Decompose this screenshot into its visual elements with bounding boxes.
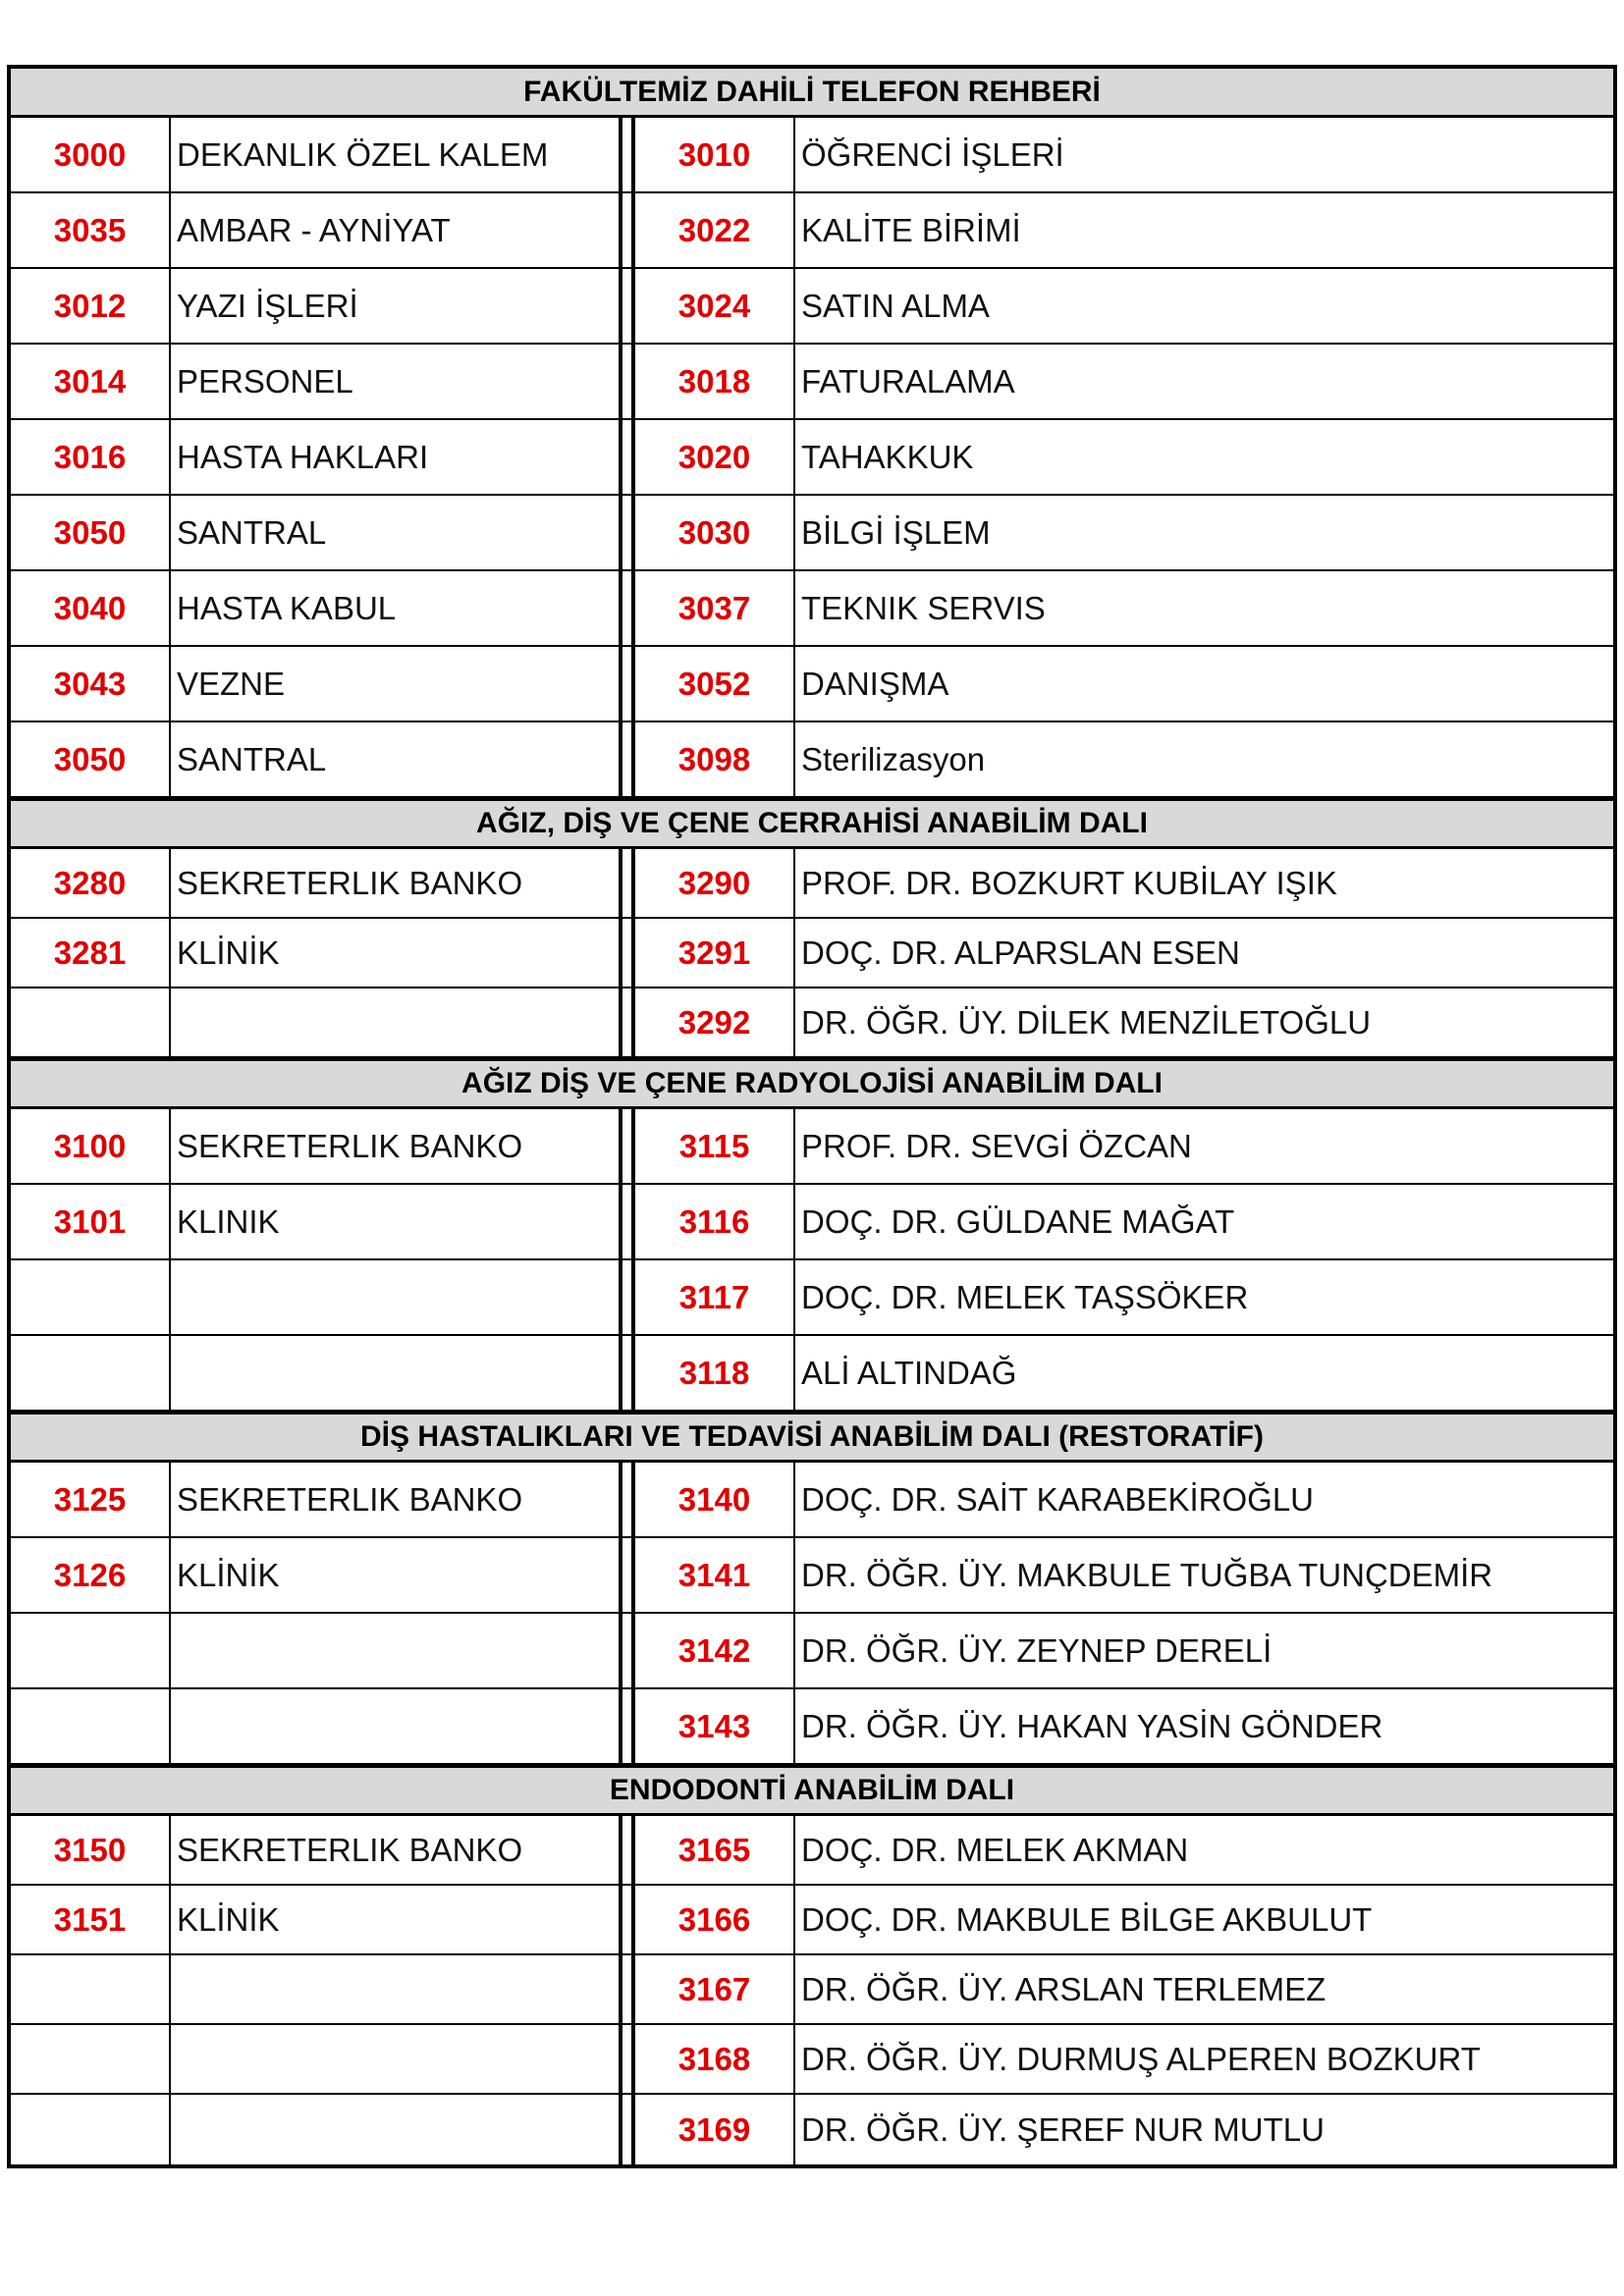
column-divider [619,1109,635,1183]
unit-name: KLİNİK [177,1556,280,1593]
column-divider [619,1336,635,1410]
staff-name: PROF. DR. SEVGİ ÖZCAN [801,1127,1192,1164]
column-divider [619,193,635,267]
column-divider [619,1614,635,1687]
unit-name: AMBAR - AYNİYAT [177,211,451,248]
extension-number: 3024 [635,269,795,343]
staff-name: DANIŞMA [801,665,949,702]
extension-number: 3052 [635,647,795,721]
staff-name: PROF. DR. BOZKURT KUBİLAY IŞIK [801,864,1337,901]
unit-name [171,2025,619,2093]
directory-row [11,1463,1613,1538]
phone-directory-table [7,65,1617,2168]
unit-name [171,1260,619,1334]
staff-name: TEKNIK SERVIS [801,589,1046,626]
unit-name [171,1689,619,1763]
directory-row [11,988,1613,1058]
directory-row [11,345,1613,420]
extension-number: 3290 [635,849,795,917]
column-divider [619,2095,635,2164]
column-divider [619,919,635,987]
column-divider [619,647,635,721]
extension-number: 3018 [635,345,795,418]
staff-name: DOÇ. DR. MAKBULE BİLGE AKBULUT [801,1900,1373,1938]
staff-name: DR. ÖĞR. ÜY. DİLEK MENZİLETOĞLU [801,1003,1372,1041]
extension-number [11,1614,171,1687]
extension-number: 3292 [635,988,795,1056]
extension-number: 3050 [11,722,171,796]
unit-name [171,1955,619,2023]
extension-number: 3010 [635,118,795,191]
extension-number [11,1336,171,1410]
extension-number [11,1689,171,1763]
directory-row [11,849,1613,919]
directory-row [11,1336,1613,1412]
extension-number: 3143 [635,1689,795,1763]
extension-number: 3168 [635,2025,795,2093]
department-header: DİŞ HASTALIKLARI VE TEDAVİSİ ANABİLİM DALI (RESTORATİF) [11,1412,1613,1463]
staff-name: Sterilizasyon [801,740,986,777]
extension-number: 3280 [11,849,171,917]
column-divider [619,849,635,917]
staff-name: DR. ÖĞR. ÜY. ZEYNEP DERELİ [801,1631,1272,1669]
extension-number [11,988,171,1056]
directory-row [11,496,1613,571]
extension-number: 3040 [11,571,171,645]
extension-number: 3098 [635,722,795,796]
directory-row [11,1185,1613,1260]
extension-number: 3165 [635,1816,795,1884]
unit-name [171,1614,619,1687]
extension-number: 3016 [11,420,171,494]
unit-name [171,1336,619,1410]
directory-sections [11,118,1613,2164]
extension-number: 3043 [11,647,171,721]
unit-name: DEKANLIK ÖZEL KALEM [177,135,549,173]
directory-row [11,1614,1613,1689]
directory-row [11,193,1613,269]
directory-title: FAKÜLTEMİZ DAHİLİ TELEFON REHBERİ [11,69,1613,118]
extension-number: 3291 [635,919,795,987]
extension-number: 3151 [11,1886,171,1953]
extension-number [11,2095,171,2164]
unit-name: KLINIK [177,1202,280,1240]
unit-name: VEZNE [177,665,286,702]
staff-name: SATIN ALMA [801,287,990,324]
extension-number: 3012 [11,269,171,343]
extension-number: 3141 [635,1538,795,1612]
unit-name: SEKRETERLIK BANKO [177,1480,523,1518]
unit-name: SEKRETERLIK BANKO [177,864,523,901]
unit-name: HASTA KABUL [177,589,397,626]
staff-name: DR. ÖĞR. ÜY. HAKAN YASİN GÖNDER [801,1707,1383,1744]
extension-number: 3169 [635,2095,795,2164]
unit-name: KLİNİK [177,934,280,971]
extension-number [11,1955,171,2023]
extension-number: 3037 [635,571,795,645]
column-divider [619,1260,635,1334]
staff-name: DOÇ. DR. GÜLDANE MAĞAT [801,1202,1235,1240]
department-header: ENDODONTİ ANABİLİM DALI [11,1765,1613,1816]
extension-number: 3150 [11,1816,171,1884]
unit-name: YAZI İŞLERİ [177,287,358,324]
column-divider [619,571,635,645]
extension-number: 3030 [635,496,795,569]
column-divider [619,1955,635,2023]
unit-name: HASTA HAKLARI [177,438,429,475]
extension-number: 3125 [11,1463,171,1536]
directory-row [11,420,1613,496]
staff-name: BİLGİ İŞLEM [801,513,991,551]
directory-row [11,919,1613,988]
column-divider [619,722,635,796]
column-divider [619,988,635,1056]
staff-name: DOÇ. DR. SAİT KARABEKİROĞLU [801,1480,1315,1518]
extension-number [11,2025,171,2093]
department-header: AĞIZ DİŞ VE ÇENE RADYOLOJİSİ ANABİLİM DALI [11,1058,1613,1109]
staff-name: FATURALAMA [801,362,1015,400]
department-header: AĞIZ, DİŞ VE ÇENE CERRAHİSİ ANABİLİM DALI [11,798,1613,849]
column-divider [619,1816,635,1884]
staff-name: DOÇ. DR. ALPARSLAN ESEN [801,934,1240,971]
column-divider [619,1538,635,1612]
column-divider [619,1689,635,1763]
staff-name: DR. ÖĞR. ÜY. DURMUŞ ALPEREN BOZKURT [801,2040,1481,2077]
directory-row [11,118,1613,193]
extension-number: 3020 [635,420,795,494]
unit-name [171,2095,619,2164]
directory-row [11,647,1613,722]
unit-name: PERSONEL [177,362,353,400]
column-divider [619,118,635,191]
extension-number: 3117 [635,1260,795,1334]
column-divider [619,269,635,343]
staff-name: DOÇ. DR. MELEK AKMAN [801,1831,1189,1868]
staff-name: DR. ÖĞR. ÜY. ARSLAN TERLEMEZ [801,1970,1326,2007]
extension-number: 3166 [635,1886,795,1953]
extension-number: 3116 [635,1185,795,1258]
directory-row [11,1538,1613,1614]
directory-row [11,269,1613,345]
staff-name: TAHAKKUK [801,438,974,475]
staff-name: DOÇ. DR. MELEK TAŞSÖKER [801,1278,1249,1315]
directory-row [11,2095,1613,2164]
staff-name: ÖĞRENCİ İŞLERİ [801,135,1064,173]
unit-name: SEKRETERLIK BANKO [177,1127,523,1164]
directory-row [11,722,1613,798]
extension-number: 3115 [635,1109,795,1183]
directory-row [11,1886,1613,1955]
directory-row [11,1816,1613,1886]
unit-name [171,988,619,1056]
column-divider [619,2025,635,2093]
extension-number: 3100 [11,1109,171,1183]
column-divider [619,496,635,569]
staff-name: ALİ ALTINDAĞ [801,1354,1017,1391]
unit-name: SANTRAL [177,740,327,777]
extension-number: 3014 [11,345,171,418]
column-divider [619,420,635,494]
staff-name: DR. ÖĞR. ÜY. MAKBULE TUĞBA TUNÇDEMİR [801,1556,1493,1593]
extension-number: 3126 [11,1538,171,1612]
directory-row [11,1260,1613,1336]
extension-number: 3167 [635,1955,795,2023]
column-divider [619,345,635,418]
extension-number: 3101 [11,1185,171,1258]
extension-number: 3142 [635,1614,795,1687]
directory-row [11,1689,1613,1765]
extension-number [11,1260,171,1334]
directory-row [11,1955,1613,2025]
extension-number: 3035 [11,193,171,267]
staff-name: KALİTE BİRİMİ [801,211,1021,248]
extension-number: 3140 [635,1463,795,1536]
extension-number: 3022 [635,193,795,267]
extension-number: 3050 [11,496,171,569]
directory-row [11,1109,1613,1185]
column-divider [619,1886,635,1953]
unit-name: SEKRETERLIK BANKO [177,1831,523,1868]
extension-number: 3000 [11,118,171,191]
directory-row [11,571,1613,647]
extension-number: 3281 [11,919,171,987]
column-divider [619,1185,635,1258]
unit-name: KLİNİK [177,1900,280,1938]
staff-name: DR. ÖĞR. ÜY. ŞEREF NUR MUTLU [801,2110,1325,2148]
unit-name: SANTRAL [177,513,327,551]
extension-number: 3118 [635,1336,795,1410]
directory-row [11,2025,1613,2095]
column-divider [619,1463,635,1536]
